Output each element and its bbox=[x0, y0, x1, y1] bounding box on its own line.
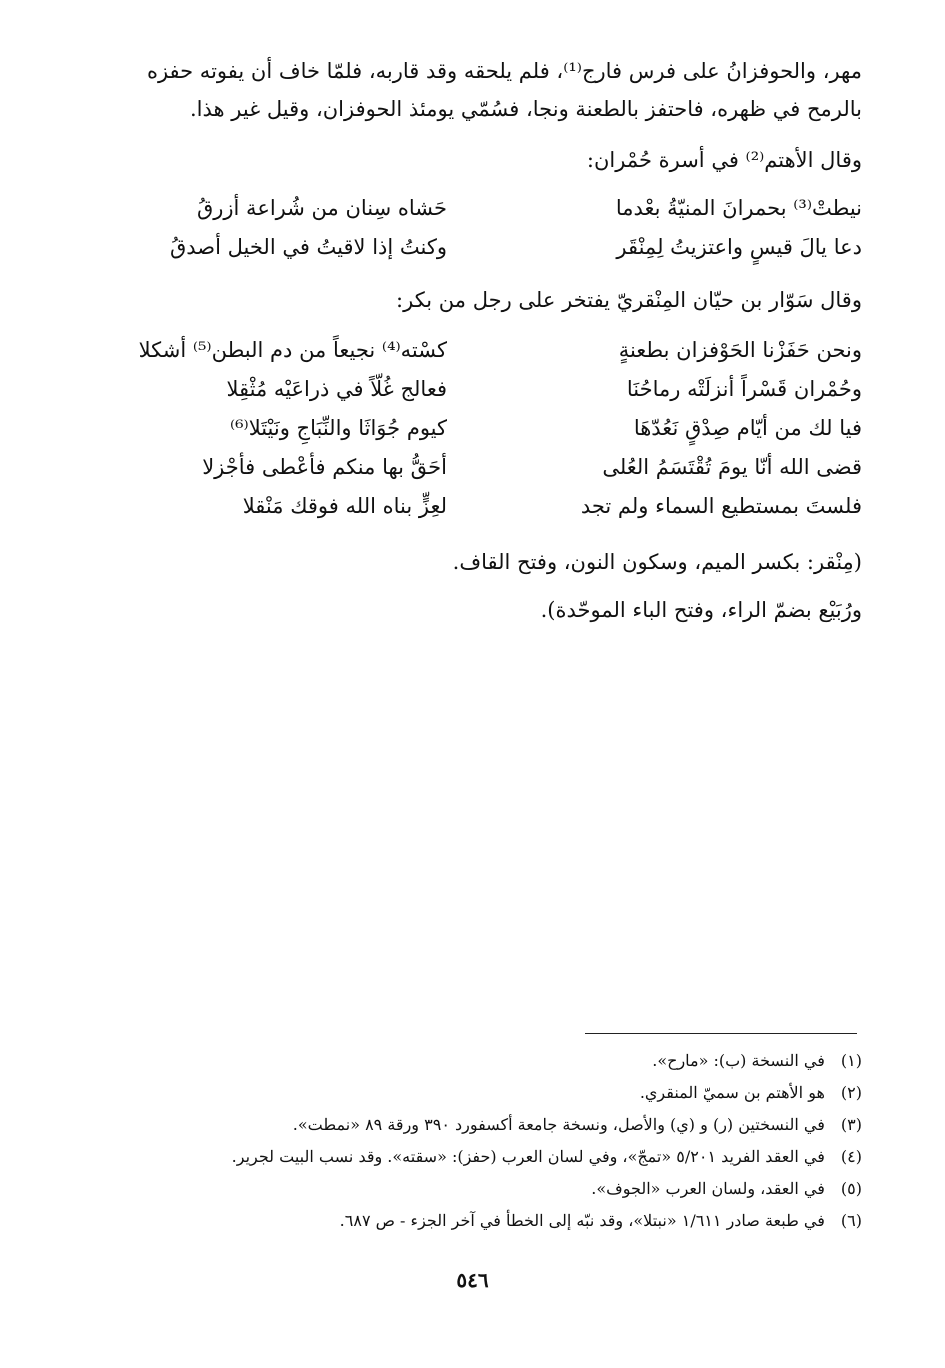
verse-first-hemistich: فلستَ بمستطيع السماء ولم تجد bbox=[580, 494, 862, 518]
footnote-number: (١) bbox=[840, 1051, 862, 1070]
footnote-number: (٤) bbox=[840, 1147, 862, 1166]
footnote bbox=[82, 1045, 862, 1077]
verse-first-hemistich: نيطتْ⁽³⁾ بحمرانَ المنيّةُ بعْدما bbox=[615, 196, 862, 220]
verse-second-hemistich: كيوم جُوَاثَا والنِّبَاجِ ونَيْتَلا⁽⁶⁾ bbox=[229, 416, 447, 440]
footnote bbox=[82, 1077, 862, 1109]
footnote-separator bbox=[585, 1033, 857, 1034]
verse bbox=[82, 416, 862, 455]
verse bbox=[82, 494, 862, 533]
poem-1 bbox=[82, 196, 862, 274]
verse-second-hemistich: أحَقُّ بها منكم فأعْطى فأجْزلا bbox=[202, 455, 447, 479]
footnote-text: في العقد الفريد ٥/٢٠١ «تمجّ»، وفي لسان العرب (حفز): «سقته». وقد نسب البيت لجرير. bbox=[231, 1147, 825, 1166]
footnote bbox=[82, 1173, 862, 1205]
footnote-text: في طبعة صادر ١/٦١١ «نبتلا»، وقد نبّه إلى الخطأ في آخر الجزء - ص ٦٨٧. bbox=[339, 1211, 825, 1230]
footnote-text: في العقد، ولسان العرب «الجوف». bbox=[591, 1179, 825, 1198]
verse-second-hemistich: حَشاه سِنان من شُراعة أزرقُ bbox=[196, 196, 447, 220]
verse-first-hemistich: قضى الله أنّا يومَ تُقْتَسَمُ العُلى bbox=[602, 455, 862, 479]
footnote-number: (٦) bbox=[840, 1211, 862, 1230]
verse-first-hemistich: دعا يالَ قيسٍ واعتزيتُ لِمِنْقَر bbox=[616, 235, 862, 259]
verse bbox=[82, 235, 862, 274]
paragraph-1 bbox=[82, 52, 862, 128]
poem-1-intro: وقال الأهتم⁽²⁾ في أسرة حُمْران: bbox=[586, 148, 862, 172]
footnote bbox=[82, 1141, 862, 1173]
footnote bbox=[82, 1205, 862, 1237]
verse-second-hemistich: كسْته⁽⁴⁾ نجيعاً من دم البطن⁽⁵⁾ أشكلا bbox=[138, 338, 447, 362]
verse-second-hemistich: لعِزٍّ بناه الله فوقك مَنْقلا bbox=[242, 494, 447, 518]
verse-first-hemistich: وحُمْران قَسْراً أنزلَتْه رماحُنَا bbox=[626, 377, 862, 401]
footnote-text: في النسختين (ر) و (ي) والأصل، ونسخة جامعة أكسفورد ٣٩٠ ورقة ٨٩ «نمطت». bbox=[292, 1115, 825, 1134]
poem-2 bbox=[82, 338, 862, 533]
verse bbox=[82, 377, 862, 416]
footnote-number: (٣) bbox=[840, 1115, 862, 1134]
verse-second-hemistich: فعالج غُلّاً في ذراعَيْه مُثْقِلا bbox=[226, 377, 447, 401]
verse bbox=[82, 455, 862, 494]
poem-2-intro: وقال سَوّار بن حيّان المِنْقريّ يفتخر على رجل من بكر: bbox=[396, 288, 862, 312]
verse bbox=[82, 338, 862, 377]
vocalization-note-1: (مِنْقر: بكسر الميم، وسكون النون، وفتح القاف. bbox=[452, 550, 862, 574]
paragraph-1-line-1: مهر، والحوفزانُ على فرس فارج⁽¹⁾، فلم يلحقه وقد قاربه، فلمّا خاف أن يفوته حفزه bbox=[146, 59, 862, 83]
footnote-text: هو الأهتم بن سميّ المنقري. bbox=[639, 1083, 825, 1102]
footnote-number: (٥) bbox=[840, 1179, 862, 1198]
footnote bbox=[82, 1109, 862, 1141]
vocalization-note-2: ورُبَيْع بضمّ الراء، وفتح الباء الموحّدة). bbox=[540, 598, 862, 622]
footnotes bbox=[82, 1045, 862, 1237]
verse bbox=[82, 196, 862, 235]
verse-first-hemistich: ونحن حَفَزْنا الحَوْفزان بطعنةٍ bbox=[618, 338, 862, 362]
footnote-number: (٢) bbox=[840, 1083, 862, 1102]
verse-second-hemistich: وكنتُ إذا لاقيتُ في الخيل أصدقُ bbox=[169, 235, 447, 259]
page-number: ٥٤٦ bbox=[456, 1268, 489, 1292]
paragraph-1-line-2: بالرمح في ظهره، فاحتفز بالطعنة ونجا، فسُمّي يومئذ الحوفزان، وقيل غير هذا. bbox=[190, 97, 862, 121]
verse-first-hemistich: فيا لك من أيّام صِدْقٍ نَعُدّهَا bbox=[633, 416, 862, 440]
footnote-text: في النسخة (ب): «مارح». bbox=[652, 1051, 825, 1070]
